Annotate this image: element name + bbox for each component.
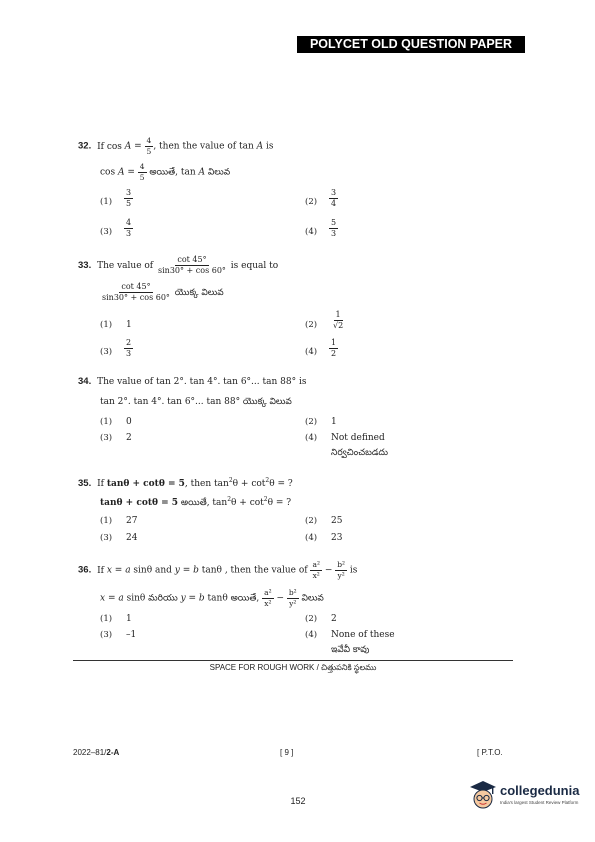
page-number: 152 [290, 796, 306, 806]
option-value: 25 [331, 516, 343, 526]
option-number: (1) [100, 320, 113, 330]
option-value: $\frac{3}{4}$ [331, 188, 337, 208]
question-33-telugu: $\frac{\cot 45^\circ}{\sin 30^\circ + \cos 60^\circ}$ యొక్క విలువ [102, 282, 224, 302]
option-number: (2) [305, 516, 318, 526]
option-number: (3) [100, 347, 113, 357]
option-number: (1) [100, 417, 113, 427]
option-value: None of these [331, 630, 395, 640]
question-33-english: 33. The value of $\frac{\cot 45^\circ}{\sin 30^\circ + \cos 60^\circ}$ is equal to [78, 255, 279, 275]
option-value: 27 [126, 516, 138, 526]
logo-name: collegedunia [500, 783, 580, 798]
option-value: $\frac{5}{3}$ [331, 218, 337, 238]
option-value: $\frac{1}{√2}$ [333, 310, 344, 330]
option-value: 1 [331, 417, 337, 427]
option-number: (2) [305, 614, 318, 624]
option-number: (2) [305, 320, 318, 330]
divider-line [73, 660, 513, 661]
option-number: (1) [100, 614, 113, 624]
option-number: (1) [100, 516, 113, 526]
question-34-english: 34. The value of tan 2°. tan 4°. tan 6°... tan 88° is [78, 376, 307, 387]
option-value: –1 [126, 630, 137, 640]
option-value: 23 [331, 533, 343, 543]
option-number: (4) [305, 347, 318, 357]
fraction: $\frac{\text{b²}}{\text{y²}}$ [337, 560, 346, 580]
fraction: $\frac{\text{b²}}{\text{y²}}$ [288, 588, 297, 608]
option-number: (2) [305, 197, 318, 207]
fraction: $\frac{4}{5}$ [146, 136, 152, 156]
question-35-english: 35. If tanθ + cotθ = 5, then $\tan^2\theta + \cot^2\theta$ = ? [78, 477, 293, 489]
option-value-telugu: నిర్వచించబడదు [331, 448, 388, 458]
pto-label: [ P.T.O. [477, 748, 503, 757]
question-34-telugu: tan 2°. tan 4°. tan 6°... tan 88° యొక్క విలువ [100, 397, 292, 407]
option-number: (4) [305, 630, 318, 640]
option-value: $\frac{2}{3}$ [126, 338, 132, 358]
option-number: (3) [100, 533, 113, 543]
rough-work-label: SPACE FOR ROUGH WORK / చిత్తుపనికి స్థలము [209, 663, 377, 672]
fraction: $\frac{\text{a²}}{\text{x²}}$ [312, 560, 320, 580]
option-value-telugu: ఇవేవీ కావు [331, 645, 370, 655]
fraction: $\frac{4}{5}$ [139, 162, 145, 182]
question-number: 35. [78, 478, 92, 489]
fraction: $\frac{\cot 45^\circ}{\sin 30^\circ + \cos 60^\circ}$ [158, 255, 226, 275]
option-number: (4) [305, 533, 318, 543]
option-value: 2 [331, 614, 337, 624]
question-number: 32. [78, 140, 92, 152]
option-value: $\frac{1}{2}$ [331, 338, 337, 358]
question-36-english: 36. If x = a sinθ and y = b tanθ , then the value of $\frac{\text{a²}}{\text{x²}}$ − $\frac{\text{b²}}{\text{y²}}$ is [78, 560, 358, 580]
fraction: $\frac{\cot 45^\circ}{\sin 30^\circ + \cos 60^\circ}$ [102, 282, 170, 302]
logo-tagline: India's largest Student Review Platform [500, 800, 579, 805]
header-banner: POLYCET OLD QUESTION PAPER [297, 36, 525, 53]
question-number: 33. [78, 260, 92, 271]
question-32-english: 32. If cos A = $\frac{4}{5}$ , then the value of tan A is [78, 136, 274, 156]
page-indicator: [ 9 ] [280, 748, 294, 757]
option-number: (3) [100, 433, 113, 443]
question-32-telugu: cos A = $\frac{4}{5}$ అయితే, tan A విలువ [100, 162, 231, 182]
option-value: 24 [126, 533, 138, 543]
option-number: (4) [305, 227, 318, 237]
question-35-telugu: tanθ + cotθ = 5 అయితే, $\tan^2\theta + \cot^2\theta$ = ? [100, 496, 292, 508]
option-value: 1 [126, 320, 132, 330]
option-value: $\frac{3}{5}$ [126, 188, 132, 208]
question-number: 36. [78, 564, 92, 576]
option-value: 0 [126, 417, 132, 427]
question-number: 34. [78, 376, 92, 387]
option-number: (2) [305, 417, 318, 427]
option-number: (4) [305, 433, 318, 443]
question-36-telugu: x = a sinθ మరియు y = b tanθ అయితే, $\frac{\text{a²}}{\text{x²}}$ − $\frac{\text{b²}}{\text{y²}}$ విలువ [100, 588, 324, 608]
option-number: (3) [100, 630, 113, 640]
fraction: $\frac{\text{a²}}{\text{x²}}$ [264, 588, 272, 608]
paper-code: 2022–81/2-A [73, 748, 120, 757]
option-number: (1) [100, 197, 113, 207]
option-value: 1 [126, 614, 132, 624]
logo-icon [468, 780, 498, 810]
option-value: Not defined [331, 433, 385, 443]
option-value: 2 [126, 433, 132, 443]
option-value: $\frac{4}{3}$ [126, 218, 132, 238]
option-number: (3) [100, 227, 113, 237]
